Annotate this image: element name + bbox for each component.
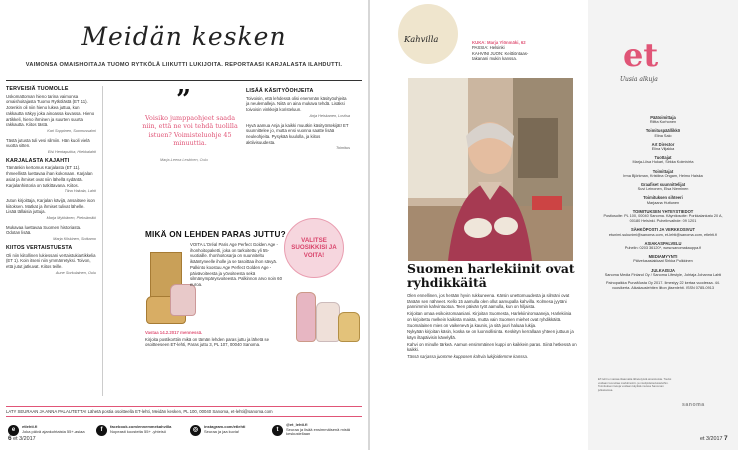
section-title: Meidän kesken (81, 22, 287, 51)
letter-signature: Kari Soppinen, Suomussalmi (47, 128, 96, 133)
instagram-icon: ◎ (190, 425, 201, 436)
letter-text: Oli niin kiitollinen lukiessani vertaistukiartikkelia (ET 1). Koin itseni niin ymmärretyksi. Toivon, että jutut jatkuvat. Kiitos teille. (6, 252, 96, 269)
masthead-value: Riitta Korhonen (649, 120, 677, 125)
masthead-heading: Art Director (651, 141, 675, 147)
social-label: facebook.com/ennemmekahvilla (110, 424, 172, 430)
kahvilla-heading: Kahvilla (404, 34, 439, 44)
masthead-value: Irma Björkman, Kristiina Ongam, Heimo Haiska (623, 173, 703, 178)
masthead-value: etunimi.sukunimi@sanoma.com, et-lehti@sanoma.com, etlehti.fi (608, 232, 718, 237)
social-text: Joka päivä ajankohtaista 55+-asiaa (22, 429, 85, 434)
social-text: Seuraa ja lisää ensimmäisenä mistä keskustellaan (286, 426, 351, 437)
masthead-heading: ASIAKASPALVELU (644, 240, 682, 246)
social-link[interactable] (190, 421, 268, 439)
masthead-value: Painopaikka PunaMusta Oy 2017. Ilmestyy 22 kertaa vuodessa. 44. vuosikerta. Aikakauslehtien liiton jäsenlehti. ISSN 0785-0913 (606, 281, 720, 291)
letters-column (6, 84, 96, 279)
letter-signature: Marja Kiiskinen, Sotkamo (53, 237, 96, 242)
masthead-heading: TOIMITUKSEN YHTEYSTIEDOT (632, 208, 694, 214)
masthead-heading: MEDIAMYYNTI (648, 254, 678, 260)
column-divider (102, 86, 103, 396)
social-text: Seuraa ja jaa kuvia! (204, 429, 240, 434)
masthead-value: Postiosoite: PL 100, 00040 Sanoma. Käyntiosoite: Porkkalankatu 20 A, 00180 Helsinki. Puhelinvaihde: 09 1201 (603, 214, 723, 224)
section-kicker: VAIMONSA OMAISHOITAJA TUOMO RYTKÖLÄ LIIKUTTI LUKIJOITA. REPORTAASI KARJALASTA ILAHDUTTI. (25, 62, 343, 68)
right-page (370, 0, 738, 450)
letter-text: Hyvä aamua Anja ja kaikki muutkin käsityöntekijät! ET suunnittelee jo, mutta ensi vuonna saatte lisää neuleohjeita. Pysykää kuulolla, ja kiitos aktiivisuudesta. (246, 122, 349, 145)
et-logo: et (623, 36, 659, 74)
crafts-column (246, 86, 350, 155)
masthead-value: Suvi Leinonen, Elsa Nieminen (637, 187, 689, 192)
product-jar-image (338, 312, 360, 342)
article-paragraph: Nykyään kirjoitan käsin, koska se on luonnollisinta. Keskityn kerrallaan yhteen juttuun ja käyn iltapäivisin kävelyllä. (407, 329, 574, 340)
letter-signature: Anja Heiskanen, Loviisa (309, 113, 350, 118)
contest-how: Kirjoita postikorttiin mikä on tämän lehden paras juttu ja lähetä se osoitteeseen ET-lehti, Paras juttu 3, PL 107, 00040 Sanoma. (145, 336, 269, 348)
letter-signature: Aune Sorkulainen, Oulu (55, 270, 96, 275)
letter-text: Tästä jutusta tuli vesi silmiin. Hän kuoli vielä vuotta sitten. (6, 137, 90, 149)
contest-instructions (145, 330, 283, 349)
letter-signature: Toimitus (336, 146, 350, 151)
product-jar-image (170, 284, 196, 316)
masthead-value: Päivelusasiakkaat Sirkka Pulkkinen (633, 259, 693, 264)
masthead-value: Sanoma Media Finland Oy / Sanoma Lifestyle, Johtaja Johanna Lahti (604, 272, 722, 277)
letter-text: Jutun kirjoittaja, Karjalan kävijä, ansaitsee ison kiitoksen. Matkat ja ihmiset tulivat lähelle. Lisää tällaisia juttuja. (6, 197, 95, 215)
masthead-heading: Tuottajat (654, 155, 672, 161)
letter-title: KIITOS VERTAISTUESTA (6, 244, 73, 251)
quote-mark-icon: ” (176, 85, 191, 115)
facebook-icon: f (96, 425, 107, 436)
contest-deadline: Vastaa 14.2.2017 mennessä. (145, 330, 203, 335)
masthead-value: Elina Viljakka (651, 147, 675, 152)
letter-text: Tämänkin kertomus Karjalasta (ET 11). Ihmeellistä luettavaa ihan kokonaan. Karjalan asiat ja ihmiset ovat niin lähellä sydäntä. Karjalanhistoria on tutkittavana. Kiitos. (6, 165, 93, 188)
masthead-heading: Päätoimittaja (650, 115, 676, 120)
masthead-value: Elina Salo (654, 133, 672, 138)
letter-signature: Tiina Hakala, Lahti (64, 189, 96, 194)
contest-text-column (190, 242, 282, 289)
pull-quote: Voisiko jumppaohjeet saada niin, että ne voi tehdä tuolilla istuen? Voimisteluohje 45 minuuttia. (142, 114, 238, 148)
masthead-heading: SÄHKÖPOSTI JA VERKKOSIVUT (631, 227, 695, 233)
footer-text: LATY SEURAAN JA ANNA PALAUTETTA! Lähetä postia osoitteella ET-lehti, Meidän kesken, PL 100, 00040 Sanoma, et-lehti@sanoma.com (6, 409, 273, 414)
article-headline: Suomen harlekiinit ovat ryhdikkäitä (407, 261, 575, 290)
portrait-photo (408, 78, 573, 261)
globe-icon: e (8, 425, 19, 436)
divider (6, 80, 362, 81)
article-paragraph: Kahvi on minulle tärkeä. Aamun ensimmäinen kuppi on kaikkein paras. Siinä hetkessä on kaikki. (407, 341, 577, 353)
social-label: etlehti.fi (22, 424, 38, 430)
page-number: 6 et 3/2017 (8, 435, 36, 442)
letter-title: TERVEISIÄ TUOMOLLE (6, 86, 69, 92)
contest-text: VOITA L'Oréal Paris Age Perfect Golden Age -ihonhoitopaketti, joka on tarkoitettu yli 55-vuotiaille. Ihonhoitosarja on suunniteltu ikääntyneelle iholle ja se tasoittaa ihon sävyä. Palkinto koostuu Age Perfect Golden Age -päivävoiteesta ja yövoiteesta sekä silmänympärysvoiteesta. Palkinnon arvo noin 60 euroa. (190, 242, 282, 287)
social-label: instagram.com/etlehti (204, 424, 246, 430)
masthead-heading: Toimittajat (652, 168, 674, 174)
article-footnote: Tässä sarjassa juomme kupposen kahvia lukijoidemme kanssa. (407, 354, 529, 360)
letter-text: Uskomattoman hieno tarina vaimonsa omaishoitajasta Tuomo Rytkölästä (ET 11). Jotenkin oli niin hieno lukea juttua, kun rakkautta näkyy joka ainoassa kuvassa. Hieno artikkeli, hieno ihminen ja suurten suurta rakkautta. Kiitos tästä. (6, 93, 95, 128)
letter-signature: Marja Mykkänen, Pieksämäki (46, 216, 96, 221)
sanoma-logo: sanoma (682, 402, 705, 408)
letter-title: LISÄÄ KÄSITYÖOHJEITA (246, 88, 314, 94)
social-text: Nopeasti koosteita 55+ -yhteisö (110, 429, 166, 434)
letter-text: Toivoisin, että lehdessä olisi enemmän käsityöohjeita ja neulemalleja. Niitä on aina mukava tehdä. Lisäksi toivoisin vinkkejä koristeluun. (246, 95, 347, 113)
left-page (0, 0, 368, 450)
masthead-heading: Toimituksen sihteeri (643, 195, 683, 201)
masthead-heading: Toimituspäällikkö (645, 128, 681, 134)
badge-text: VALITSE SUOSIKKISI JA VOITA! (291, 236, 337, 259)
masthead-heading: Graafiset suunnittelijat (640, 182, 686, 188)
contest-heading: MIKÄ ON LEHDEN PARAS JUTTU? (145, 230, 286, 239)
masthead-value: Marjaana Huttunen (646, 200, 680, 205)
page-number: et 3/2017 7 (700, 435, 728, 442)
social-link[interactable] (96, 421, 186, 439)
article-paragraph: Olen ennellinen, jos herään hyvin rukkuneena. Kärsin unettomuudesta ja silmäni ovat tänään sen nähneet. Kello 15 aamulla olen ollut aamupalla kahvilla. Kolmesa jyytäni pannimmin kahvintuotoa. Teen päivän työt aamulla, kun on hiljaista. (407, 293, 570, 310)
article-paragraph: Kirjoitan omaa esikoisromaaniani. Kirjoitan Suomesta, Harlekiiniromaaneja, Harlekiinia on kirjoitettu melkein kaikista maista, mutta vain Suomen miehet ovat ryhdikkäitä. Suomalainen mies on vaikenevä ja kaunis, ja sitä juuri haluaa lukija. (407, 311, 572, 328)
masthead (588, 112, 738, 291)
et-tagline: Uusia alkuja (620, 76, 658, 83)
letter-text: Mukavaa luettavaa Suomen historiasta. Odotan lisää. (6, 224, 82, 236)
fineprint: ET-lehti ei vastaa tilaamatta lähetetyistä aineistoista. Tiedot voidaan luovuttaa markkinointi- ja mielipidetiedusteluihin. Toimituksen tietoja voidaan käyttää muissa Sanoman julkaisuissa. (598, 377, 672, 392)
article-body (407, 293, 577, 361)
social-label: @et_lehti.fi (286, 421, 308, 427)
masthead-value: Marja-Liisa Hukari, Sirkka Kolmivirta (632, 160, 694, 165)
product-bottle-image (316, 302, 340, 342)
letter-signature: Elsi Hentapukka, Hiekkalahti (47, 150, 96, 155)
masthead-value: Puhelin: 0203 36120*, www.sanomakauppa.fi (624, 246, 702, 251)
social-link[interactable] (272, 421, 362, 439)
twitter-icon: t (272, 425, 283, 436)
contest-badge (284, 218, 344, 278)
product-bottle-image (296, 292, 316, 342)
pull-quote-signature: Marja-Leena Leskinen, Oulu (160, 158, 208, 162)
footer-bar (6, 406, 362, 417)
masthead-heading: JULKAISIJA (651, 267, 675, 273)
person-details: KUKA: Marja Ylönmäki, 62 PASSIA: Helsinki KAHVINI JUON: Keittiöntaas- takanani mukin kanssa. (472, 40, 529, 62)
letter-title: KARJALASTA KAJAHTI (6, 157, 70, 164)
